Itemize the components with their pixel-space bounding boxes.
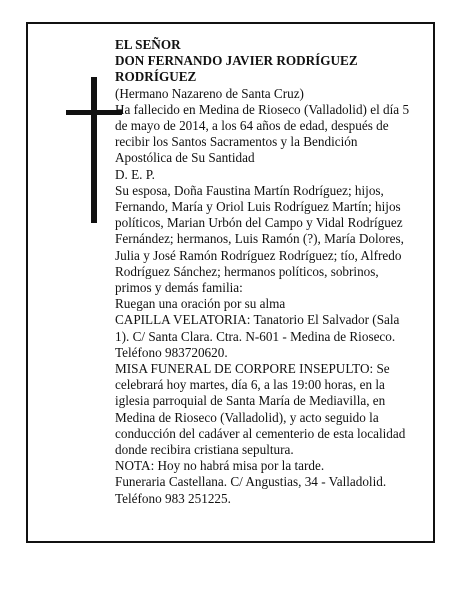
- note-line: NOTA: Hoy no habrá misa por la tarde.: [115, 458, 325, 474]
- funeral-home-info: Funeraria Castellana. C/ Angustias, 34 - Valladolid. Teléfono 983 251225.: [115, 474, 387, 506]
- funeral-mass-info: MISA FUNERAL DE CORPORE INSEPULTO: Se celebrará hoy martes, día 6, a las 19:00 horas, en la iglesia parroquial de Santa María de Mediavilla, en Medina de Rioseco (Valladolid), y acto seguido la conducción del cadáver al cementerio de esta localidad donde recibira cristiana sepultura.: [115, 361, 406, 458]
- prayer-request: Ruegan una oración por su alma: [115, 296, 286, 312]
- chapel-info: CAPILLA VELATORIA: Tanatorio El Salvador (Sala 1). C/ Santa Clara. Ctra. N-601 - Medina de Rioseco. Teléfono 983720620.: [115, 312, 400, 360]
- deceased-name: DON FERNANDO JAVIER RODRÍGUEZ RODRÍGUEZ: [115, 53, 358, 85]
- family-list: Su esposa, Doña Faustina Martín Rodríguez; hijos, Fernando, María y Oriol Luis Rodríguez Martín; hijos políticos, Marian Urbón del Campo y Vidal Rodríguez Fernández; hermanos, Luis Ramón (?), María Dolores, Julia y José Ramón Rodríguez Rodríguez; tío, Alfredo Rodríguez Sánchez; hermanos políticos, sobrinos, primos y demás familia:: [115, 182, 404, 296]
- brotherhood-note: (Hermano Nazareno de Santa Cruz): [115, 85, 304, 101]
- cross-icon: [66, 77, 122, 223]
- obituary-text: [115, 37, 415, 507]
- dep-line: D. E. P.: [115, 166, 155, 182]
- heading-title: EL SEÑOR: [115, 37, 181, 52]
- death-notice: Ha fallecido en Medina de Rioseco (Valladolid) el día 5 de mayo de 2014, a los 64 años de edad, después de recibir los Santos Sacramentos y la Bendición Apostólica de Su Santidad: [115, 101, 410, 166]
